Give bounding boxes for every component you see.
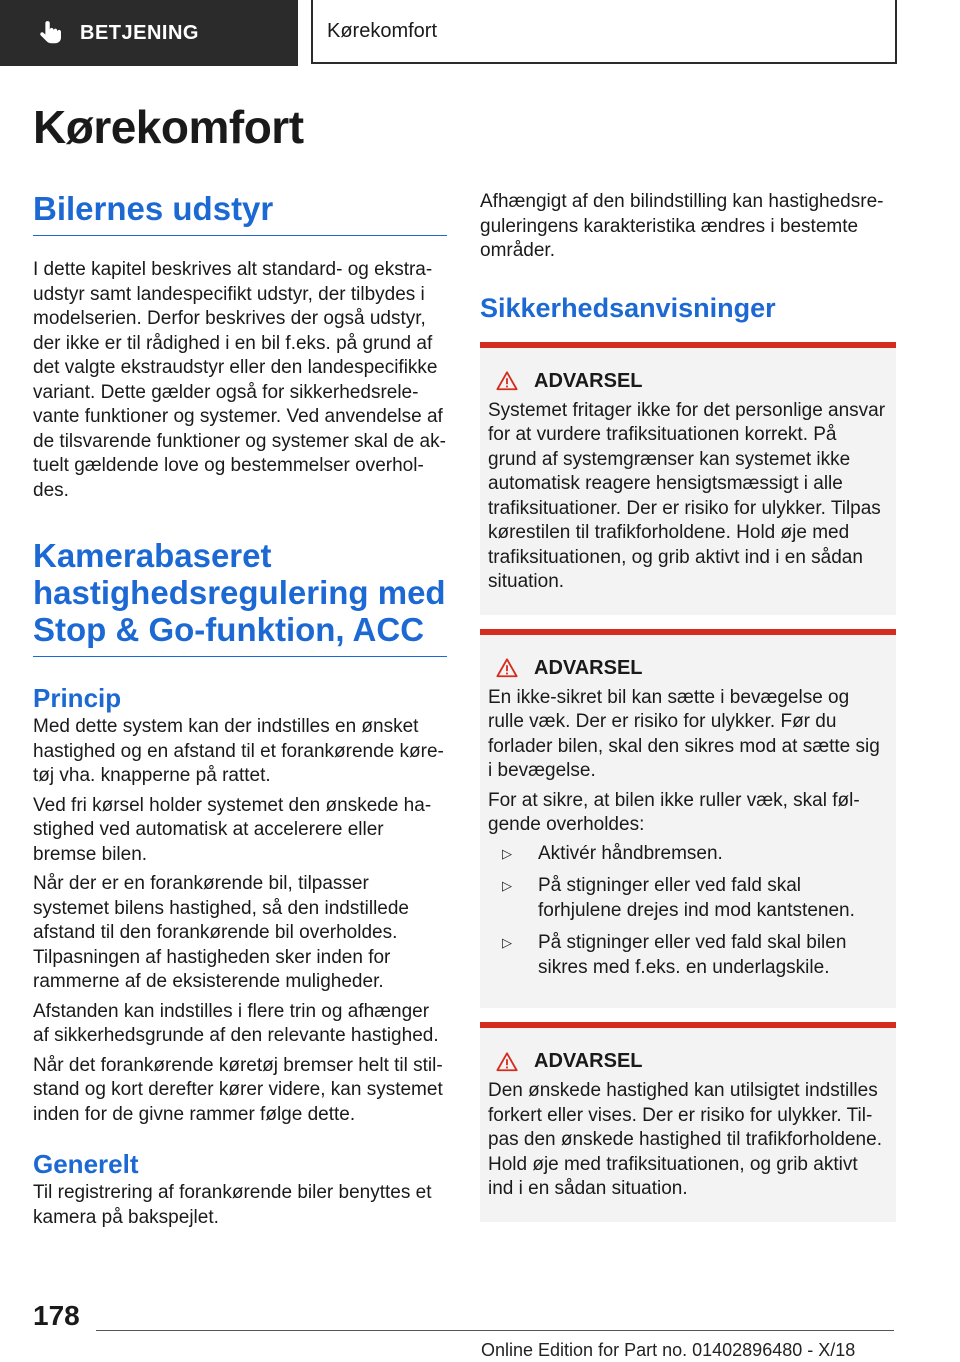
paragraph-general: Til registrering af forankørende biler benyttes et kamera på bakspejlet. (33, 1182, 432, 1228)
paragraph-intro: Afhængigt af den bilindstilling kan hastighedsreguleringens karakteristika ændres i bestemte områder. (480, 191, 884, 261)
chapter-label: Kørekomfort (327, 19, 438, 42)
warning-header (496, 1050, 888, 1073)
warning-header (496, 370, 888, 393)
warning-text: En ikke-sikret bil kan sætte i bevægelse og rulle væk. Der er risiko for ulykker. Før du forlader bilen, skal den sikres mod at sætte sig i bevægelse. (488, 686, 880, 781)
heading-rule (33, 235, 447, 236)
paragraph-equipment: I dette kapitel beskrives alt standard- og ekstraudstyr samt landespecifikt udstyr, der tilbydes i modelserien. Derfor beskrives der også udstyr, der ikke er til rådighed i en bil f.eks. på grund af det valgte ekstraudstyr eller den landespecifikke variant. Dette gælder også for sikkerhedsrelevante funktioner og systemer. Ved anvendelse af de tilsvarende funktioner og systemer skal de aktuelt gældende love og bestemmelser overholdes. (33, 259, 446, 501)
section-tab (0, 0, 298, 66)
warning-header (496, 657, 888, 680)
list-item: ▷ Aktivér håndbremsen. (488, 842, 888, 867)
bullet-marker: ▷ (502, 878, 512, 893)
heading-rule (33, 656, 447, 657)
bullet-list (488, 842, 888, 981)
paragraph-principle-1: Med dette system kan der indstilles en ønsket hastighed og en afstand til et forankørende køretøj vha. knapperne på rattet. (33, 716, 444, 786)
heading-acc: Kamerabaseret hastighedsregulering med Stop & Go-funktion, ACC (33, 537, 446, 648)
heading-safety: Sikkerhedsanvisninger (480, 292, 776, 323)
heading-general: Generelt (33, 1149, 139, 1179)
warning-title: ADVARSEL (534, 369, 643, 392)
paragraph-principle-3: Når der er en forankørende bil, tilpasser systemet bilens hastighed, så den indstillede afstand til den forankørende bil overholdes. Tilpasningen af hastigheden sker inden for rammerne af de eksisterende muligheder. (33, 873, 410, 992)
paragraph-principle-5: Når det forankørende køretøj bremser helt til stilstand og kort derefter kører videre, kan systemet inden for de givne rammer følge dette. (33, 1054, 443, 1125)
page-header (0, 0, 960, 66)
paragraph-principle-2: Ved fri kørsel holder systemet den ønskede hastighed ved automatisk at accelerere eller bremse bilen. (33, 794, 432, 865)
warning-box-1 (480, 342, 896, 615)
list-item: ▷ På stigninger eller ved fald skal forhjulene drejes ind mod kantstenen. (488, 874, 888, 923)
left-column (33, 190, 447, 1230)
hand-pointer-icon (36, 18, 66, 48)
warning-triangle-icon (496, 370, 518, 392)
footer-edition: Online Edition for Part no. 01402896480 - X/18 (481, 1340, 856, 1360)
warning-title: ADVARSEL (534, 656, 643, 679)
warning-text: Systemet fritager ikke for det personlige ansvar for at vurdere trafiksituationen korrekt. På grund af systemgrænser kan systemet ikke automatisk reagere hensigtsmæssigt i alle trafiksituationer. Der er risiko for ulykker. Tilpas kørestilen til trafikforholdene. Hold øje med trafiksituationen, og grib aktivt ind i en sådan situation. (488, 399, 886, 592)
warning-title: ADVARSEL (534, 1050, 643, 1072)
bullet-marker: ▷ (502, 935, 512, 950)
warning-triangle-icon (496, 657, 518, 679)
page-title: Kørekomfort (33, 101, 304, 153)
footer-rule (96, 1330, 894, 1331)
chapter-tab (311, 0, 897, 64)
warning-text: Den ønskede hastighed kan utilsigtet indstilles forkert eller vises. Der er risiko for ulykker. Tilpas den ønskede hastighed til trafikforholdene. Hold øje med trafiksituationen, og grib aktivt ind i en sådan situation. (488, 1080, 882, 1199)
warning-box-2 (480, 629, 896, 1009)
right-column (480, 190, 896, 1222)
list-item: ▷ På stigninger eller ved fald skal bilen sikres med f.eks. en underlagskile. (488, 931, 888, 980)
page-number: 178 (33, 1300, 80, 1331)
heading-principle: Princip (33, 683, 122, 713)
warning-triangle-icon (496, 1051, 518, 1073)
paragraph-principle-4: Afstanden kan indstilles i flere trin og afhænger af sikkerhedsgrunde af den relevante hastighed. (33, 1000, 439, 1046)
warning-box-3 (480, 1022, 896, 1222)
warning-text: For at sikre, at bilen ikke ruller væk, skal følgende overholdes: (488, 789, 860, 835)
bullet-marker: ▷ (502, 845, 512, 861)
heading-equipment: Bilernes udstyr (33, 190, 274, 227)
section-label: BETJENING (80, 21, 199, 44)
